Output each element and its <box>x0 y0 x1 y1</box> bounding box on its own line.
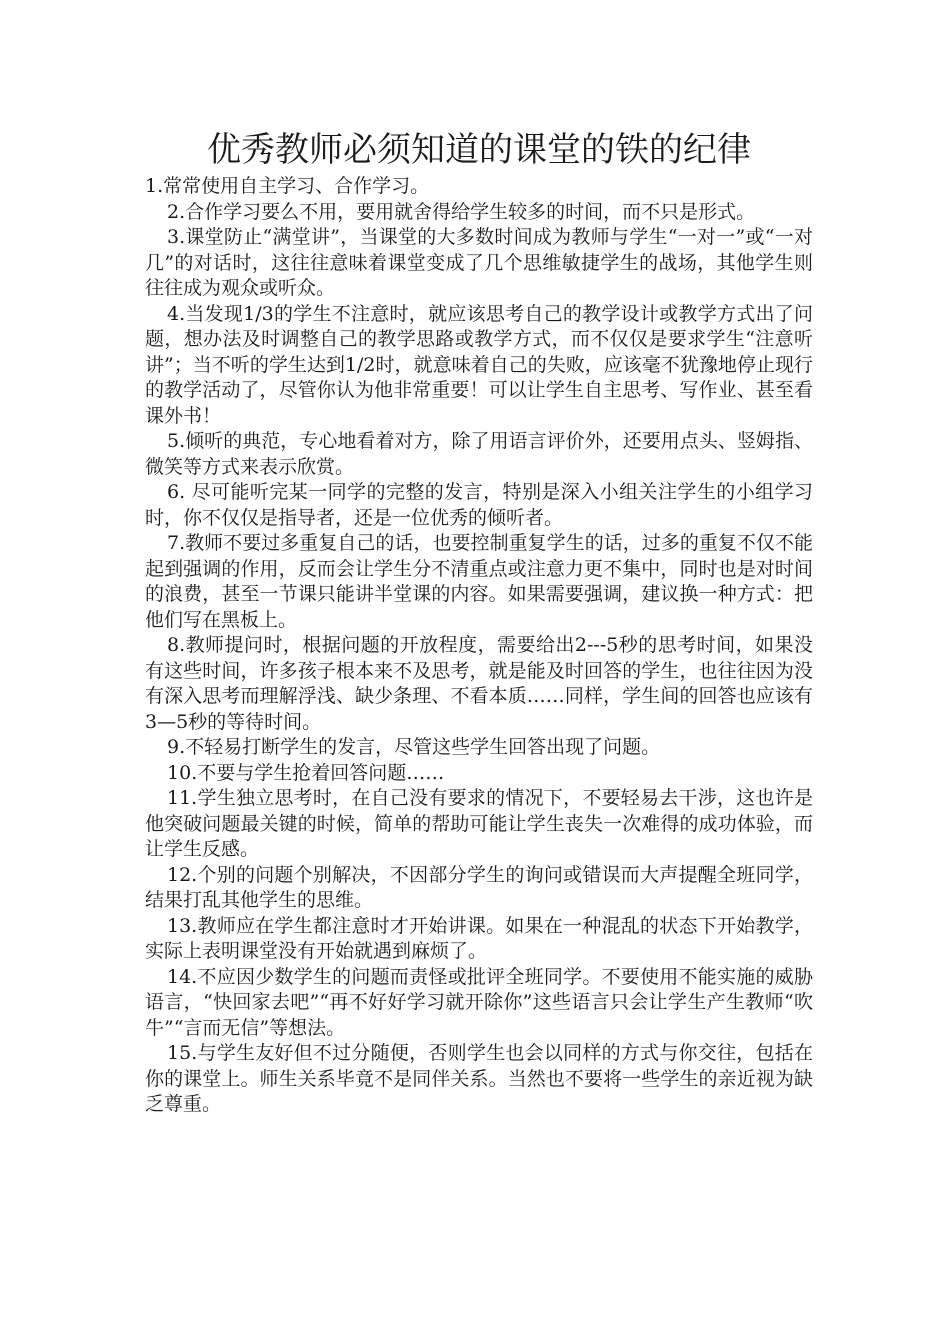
paragraph-15: 15.与学生友好但不过分随便，否则学生也会以同样的方式与你交往，包括在你的课堂上。师生关系毕竟不是同伴关系。当然也不要将一些学生的亲近视为缺乏尊重。 <box>145 1042 813 1115</box>
paragraph-2: 2.合作学习要么不用，要用就舍得给学生较多的时间，而不只是形式。 <box>167 200 756 223</box>
paragraph-9: 9.不轻易打断学生的发言，尽管这些学生回答出现了问题。 <box>167 736 661 758</box>
paragraph-8: 8.教师提问时，根据问题的开放程度，需要给出2---5秒的思考时间，如果没有这些时间，许多孩子根本来不及思考，就是能及时回答的学生，也往往因为没有深入思考而理解浮浅、缺少条理、不看本质……同样，学生间的回答也应该有3—5秒的等待时间。 <box>145 634 813 733</box>
paragraph-11: 11.学生独立思考时，在自己没有要求的情况下，不要轻易去干涉，这也许是他突破问题最关键的时候，简单的帮助可能让学生丧失一次难得的成功体验，而让学生反感。 <box>145 787 813 860</box>
paragraph-12: 12.个别的问题个别解决，不因部分学生的询问或错误而大声提醒全班同学，结果打乱其他学生的思维。 <box>145 863 813 911</box>
paragraph-5: 5.倾听的典范，专心地看着对方，除了用语言评价外，还要用点头、竖姆指、微笑等方式来表示欣赏。 <box>145 430 813 478</box>
paragraph-6: 6. 尽可能听完某一同学的完整的发言，特别是深入小组关注学生的小组学习时，你不仅仅是指导者，还是一位优秀的倾听者。 <box>145 481 813 529</box>
paragraph-14: 14.不应因少数学生的问题而责怪或批评全班同学。不要使用不能实施的威胁语言，“快回家去吧”“再不好好学习就开除你”这些语言只会让学生产生教师“吹牛”“言而无信”等想法。 <box>145 965 813 1039</box>
document-title: 优秀教师必须知道的课堂的铁的纪律 <box>207 130 751 170</box>
paragraph-1: 1.常常使用自主学习、合作学习。 <box>145 175 430 197</box>
paragraph-3: 3.课堂防止“满堂讲”，当课堂的大多数时间成为教师与学生“一对一”或“一对几”的对话时，这往往意味着课堂变成了几个思维敏捷学生的战场，其他学生则往往成为观众或听众。 <box>145 226 813 299</box>
document-body <box>145 128 813 1118</box>
paragraph-13: 13.教师应在学生都注意时才开始讲课。如果在一种混乱的状态下开始教学，实际上表明课堂没有开始就遇到麻烦了。 <box>145 914 813 962</box>
paragraph-7: 7.教师不要过多重复自己的话，也要控制重复学生的话，过多的重复不仅不能起到强调的作用，反而会让学生分不清重点或注意力更不集中，同时也是对时间的浪费，甚至一节课只能讲半堂课的内容。如果需要强调，建议换一种方式：把他们写在黑板上。 <box>145 532 813 631</box>
paragraph-10: 10.不要与学生抢着回答问题…… <box>167 761 445 784</box>
paragraph-4: 4.当发现1/3的学生不注意时，就应该思考自己的教学设计或教学方式出了问题，想办法及时调整自己的教学思路或教学方式，而不仅仅是要求学生“注意听讲”；当不听的学生达到1/2时，就意味着自己的失败，应该毫不犹豫地停止现行的教学活动了，尽管你认为他非常重要！可以让学生自主思考、写作业、甚至看课外书！ <box>145 302 813 427</box>
